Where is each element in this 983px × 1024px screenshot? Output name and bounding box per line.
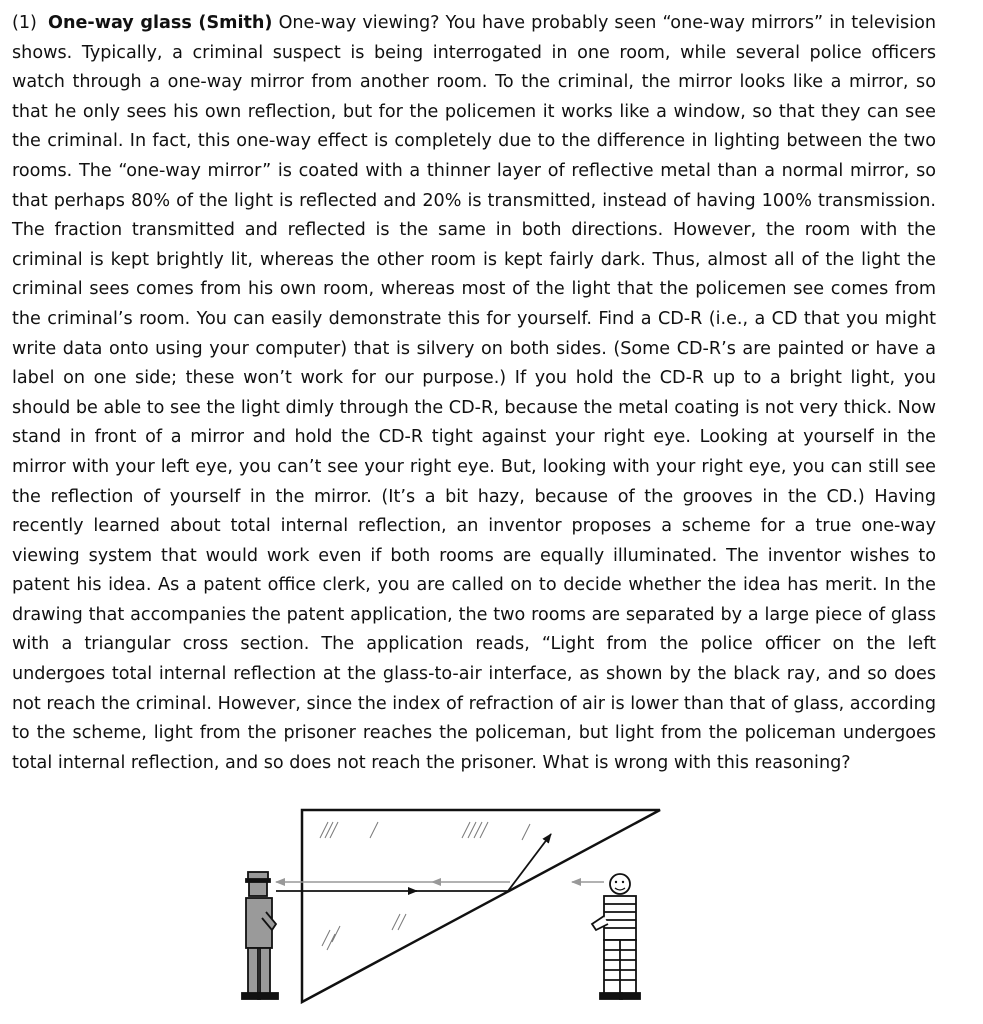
problem-paragraph (12, 9, 936, 778)
problem-number: (1) (12, 13, 37, 33)
problem-title: One-way glass (Smith) (48, 13, 273, 33)
problem-text: One-way viewing? You have probably seen “one-way mirrors” in television shows. Typically, a criminal suspect is being interrogated in one room, while several police officers watch through a one-way mirror from another room. To the criminal, the mirror looks like a mirror, so that he only sees his own reflection, but for the policemen it works like a window, so that they can see the criminal. In fact, this one-way effect is completely due to the difference in lighting between the two rooms. The “one-way mirror” is coated with a thinner layer of reflective metal than a normal mirror, so that perhaps 80% of the light is reflected and 20% is transmitted, instead of having 100% transmission. The fraction transmitted and reflected is the same in both directions. However, the room with the criminal is kept brightly lit, whereas the other room is kept fairly dark. Thus, almost all of the light the criminal sees comes from his own room, whereas most of the light that the policemen see comes from the criminal’s room. You can easily demonstrate this for yourself. Find a CD-R (i.e., a CD that you might write data onto using your computer) that is silvery on both sides. (Some CD-R’s are painted or have a label on one side; these won’t work for our purpose.) If you hold the CD-R up to a bright light, you should be able to see the light dimly through the CD-R, because the metal coating is not very thick. Now stand in front of a mirror and hold the CD-R tight against your right eye. Looking at yourself in the mirror with your left eye, you can’t see your right eye. But, looking with your right eye, you can still see the reflection of yourself in the mirror. (It’s a bit hazy, because of the grooves in the CD.) Having recently learned about total internal reflection, an inventor proposes a scheme for a true one-way viewing system that would work even if both rooms are equally illuminated. The inventor wishes to patent his idea. As a patent office clerk, you are called on to decide whether the idea has merit. In the drawing that accompanies the patent application, the two rooms are separated by a large piece of glass with a triangular cross section. The application reads, “Light from the police officer on the left undergoes total internal reflection at the glass-to-air interface, as shown by the black ray, and so does not reach the criminal. However, since the index of refraction of air is lower than that of glass, according to the scheme, light from the prisoner reaches the policeman, but light from the policeman undergoes total internal reflection, and so does not reach the prisoner. What is wrong with this reasoning? (12, 13, 937, 773)
prisoner (592, 874, 640, 999)
glass-prism-figure (232, 800, 672, 1012)
figure-svg (232, 800, 672, 1012)
police-officer (242, 872, 278, 999)
